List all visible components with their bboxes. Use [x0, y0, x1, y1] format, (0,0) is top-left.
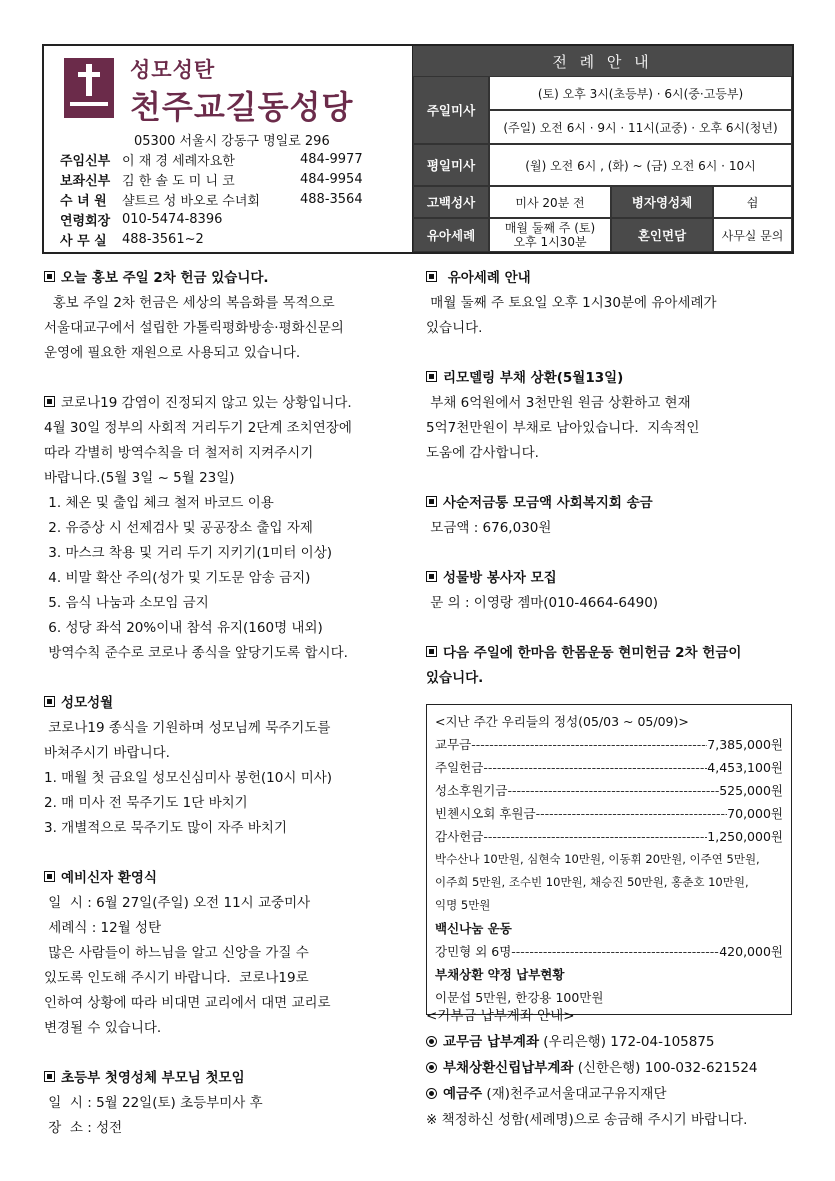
- circle-bullet-icon: [426, 1088, 437, 1099]
- vaccine-sharing-title: 백신나눔 운동: [435, 921, 512, 936]
- right-column: [426, 266, 794, 691]
- infant-baptism-time: 매월 둘째 주 (토) 오후 1시30분: [489, 218, 611, 252]
- accounts-title: <기부금 납부계좌 안내>: [426, 1008, 575, 1024]
- left-column: [44, 266, 414, 1141]
- account-row: 교무금 납부계좌 (우리은행) 172-04-105875: [426, 1029, 796, 1055]
- notice-catechumen-welcome: 예비신자 환영식 일 시 : 6월 27일(주일) 오전 11시 교중미사 세례식 : 12월 성탄 많은 사람들이 하느님을 알고 신앙을 가질 수 있도록 인도해 주시기 바랍니다. 코로나19로 인하여 상황에 따라 비대면 교리에서 대면 교리로 변경될 수 있습니다.: [44, 870, 331, 1036]
- staff-row: 주임신부 이 재 경 세례자요한 484-9977: [60, 151, 363, 169]
- account-row: 예금주 (재)천주교서울대교구유지재단: [426, 1081, 796, 1107]
- mass-schedule: [413, 46, 792, 252]
- square-bullet-icon: [426, 371, 437, 382]
- marriage-value: 사무실 문의: [713, 218, 792, 252]
- sunday-mass-sunday: (주일) 오전 6시 · 9시 · 11시(교중) · 오후 6시(청년): [489, 110, 792, 144]
- church-address: 05300 서울시 강동구 명일로 296: [134, 134, 330, 149]
- notice-infant-baptism: 유아세례 안내 매월 둘째 주 토요일 오후 1시30분에 유아세례가 있습니다.: [426, 270, 717, 336]
- confession-label: 고백성사: [413, 186, 489, 218]
- offering-row: 강민형 외 6명 ----- 420,000원: [435, 940, 783, 963]
- remittance-note: ※ 책정하신 성함(세례명)으로 송금해 주시기 바랍니다.: [426, 1112, 748, 1128]
- church-subtitle: 성모성탄: [130, 58, 216, 82]
- offering-row: 주일헌금 ----- 4,453,100원: [435, 756, 783, 779]
- mass-schedule-title: 전 례 안 내: [413, 46, 792, 76]
- church-info: [44, 46, 413, 252]
- offering-row: 성소후원기금 ----- 525,000원: [435, 779, 783, 802]
- staff-row: 보좌신부 김 한 솔 도 미 니 코 484-9954: [60, 171, 363, 189]
- confession-time: 미사 20분 전: [489, 186, 611, 218]
- offering-row: 교무금 ----- 7,385,000원: [435, 733, 783, 756]
- circle-bullet-icon: [426, 1062, 437, 1073]
- square-bullet-icon: [426, 646, 437, 657]
- debt-pledge-line: 이문섭 5만원, 한강용 100만원: [435, 990, 604, 1005]
- marriage-label: 혼인면담: [611, 218, 713, 252]
- sick-communion-label: 병자영성체: [611, 186, 713, 218]
- staff-list: [60, 149, 400, 249]
- square-bullet-icon: [426, 496, 437, 507]
- square-bullet-icon: [426, 271, 437, 282]
- staff-row: 수 녀 원 샬트르 성 바오로 수녀회 488-3564: [60, 191, 363, 209]
- sunday-mass-saturday: (토) 오후 3시(초등부) · 6시(중·고등부): [489, 76, 792, 110]
- square-bullet-icon: [44, 696, 55, 707]
- notice-promotion-sunday: 오늘 홍보 주일 2차 헌금 있습니다. 홍보 주일 2차 헌금은 세상의 복음화를 목적으로 서울대교구에서 설립한 가톨릭평화방송·평화신문의 운영에 필요한 재원으로 사용되고 있습니다.: [44, 270, 344, 361]
- notice-first-communion-parents: 초등부 첫영성체 부모님 첫모임 일 시 : 5월 22일(토) 초등부미사 후 장 소 : 성전: [44, 1070, 263, 1136]
- square-bullet-icon: [44, 1071, 55, 1082]
- infant-baptism-label: 유아세례: [413, 218, 489, 252]
- church-name: 천주교길동성당: [130, 88, 354, 126]
- square-bullet-icon: [426, 571, 437, 582]
- square-bullet-icon: [44, 396, 55, 407]
- circle-bullet-icon: [426, 1036, 437, 1047]
- notice-remodeling-debt: 리모델링 부채 상환(5월13일) 부채 6억원에서 3천만원 원금 상환하고 현재 5억7천만원이 부채로 남아있습니다. 지속적인 도움에 감사합니다.: [426, 370, 700, 461]
- weekday-mass-label: 평일미사: [413, 144, 489, 186]
- offering-row: 빈첸시오회 후원금 ----- 70,000원: [435, 802, 783, 825]
- thanksgiving-donors: 박수산나 10만원, 심현숙 10만원, 이동휘 20만원, 이주연 5만원, 이주희 5만원, 조수빈 10만원, 채승진 50만원, 홍춘호 10만원, 익명 5만원: [435, 852, 760, 912]
- offering-title: <지난 주간 우리들의 정성(05/03 ~ 05/09)>: [435, 714, 689, 729]
- square-bullet-icon: [44, 871, 55, 882]
- bulletin-header: [42, 44, 794, 254]
- staff-row: 연령회장 010-5474-8396: [60, 211, 223, 229]
- debt-pledge-title: 부채상환 약정 납부현황: [435, 967, 565, 982]
- sick-communion-value: 쉼: [713, 186, 792, 218]
- account-row: 부채상환신립납부계좌 (신한은행) 100-032-621524: [426, 1055, 796, 1081]
- notice-rice-collection: 다음 주일에 한마음 한몸운동 현미헌금 2차 헌금이 있습니다.: [426, 645, 742, 686]
- offering-row: 감사헌금 ----- 1,250,000원: [435, 825, 783, 848]
- sunday-mass-label: 주일미사: [413, 76, 489, 144]
- church-logo-icon: [64, 58, 114, 118]
- square-bullet-icon: [44, 271, 55, 282]
- staff-row: 사 무 실 488-3561~2: [60, 231, 204, 249]
- donation-accounts: [426, 1003, 796, 1133]
- weekday-mass-times: (월) 오전 6시 , (화) ~ (금) 오전 6시 · 10시: [489, 144, 792, 186]
- notice-marian-month: 성모성월 코로나19 종식을 기원하며 성모님께 묵주기도를 바쳐주시기 바랍니다. 1. 매월 첫 금요일 성모신심미사 봉헌(10시 미사) 2. 매 미사 전 묵주기도 1단 바치기 3. 개별적으로 묵주기도 많이 자주 바치기: [44, 695, 333, 836]
- offering-summary-box: [426, 704, 792, 1015]
- notice-lent-savings: 사순저금통 모금액 사회복지회 송금 모금액 : 676,030원: [426, 495, 653, 536]
- notice-volunteer: 성물방 봉사자 모집 문 의 : 이영랑 젬마(010-4664-6490): [426, 570, 659, 611]
- notice-covid: 코로나19 감염이 진정되지 않고 있는 상황입니다. 4월 30일 정부의 사회적 거리두기 2단계 조치연장에 따라 각별히 방역수칙을 더 철저히 지켜주시기 바랍니다.(5월 3일 ~ 5월 23일) 1. 체온 및 출입 체크 철저 바코드 이용 2. 유증상 시 선제검사 및 공공장소 출입 자제 3. 마스크 착용 및 거리 두기 지키기(1미터 이상) 4. 비말 확산 주의(성가 및 기도문 암송 금지) 5. 음식 나눔과 소모임 금지 6. 성당 좌석 20%이내 참석 유지(160명 내외) 방역수칙 준수로 코로나 종식을 앞당기도록 합시다.: [44, 395, 352, 661]
